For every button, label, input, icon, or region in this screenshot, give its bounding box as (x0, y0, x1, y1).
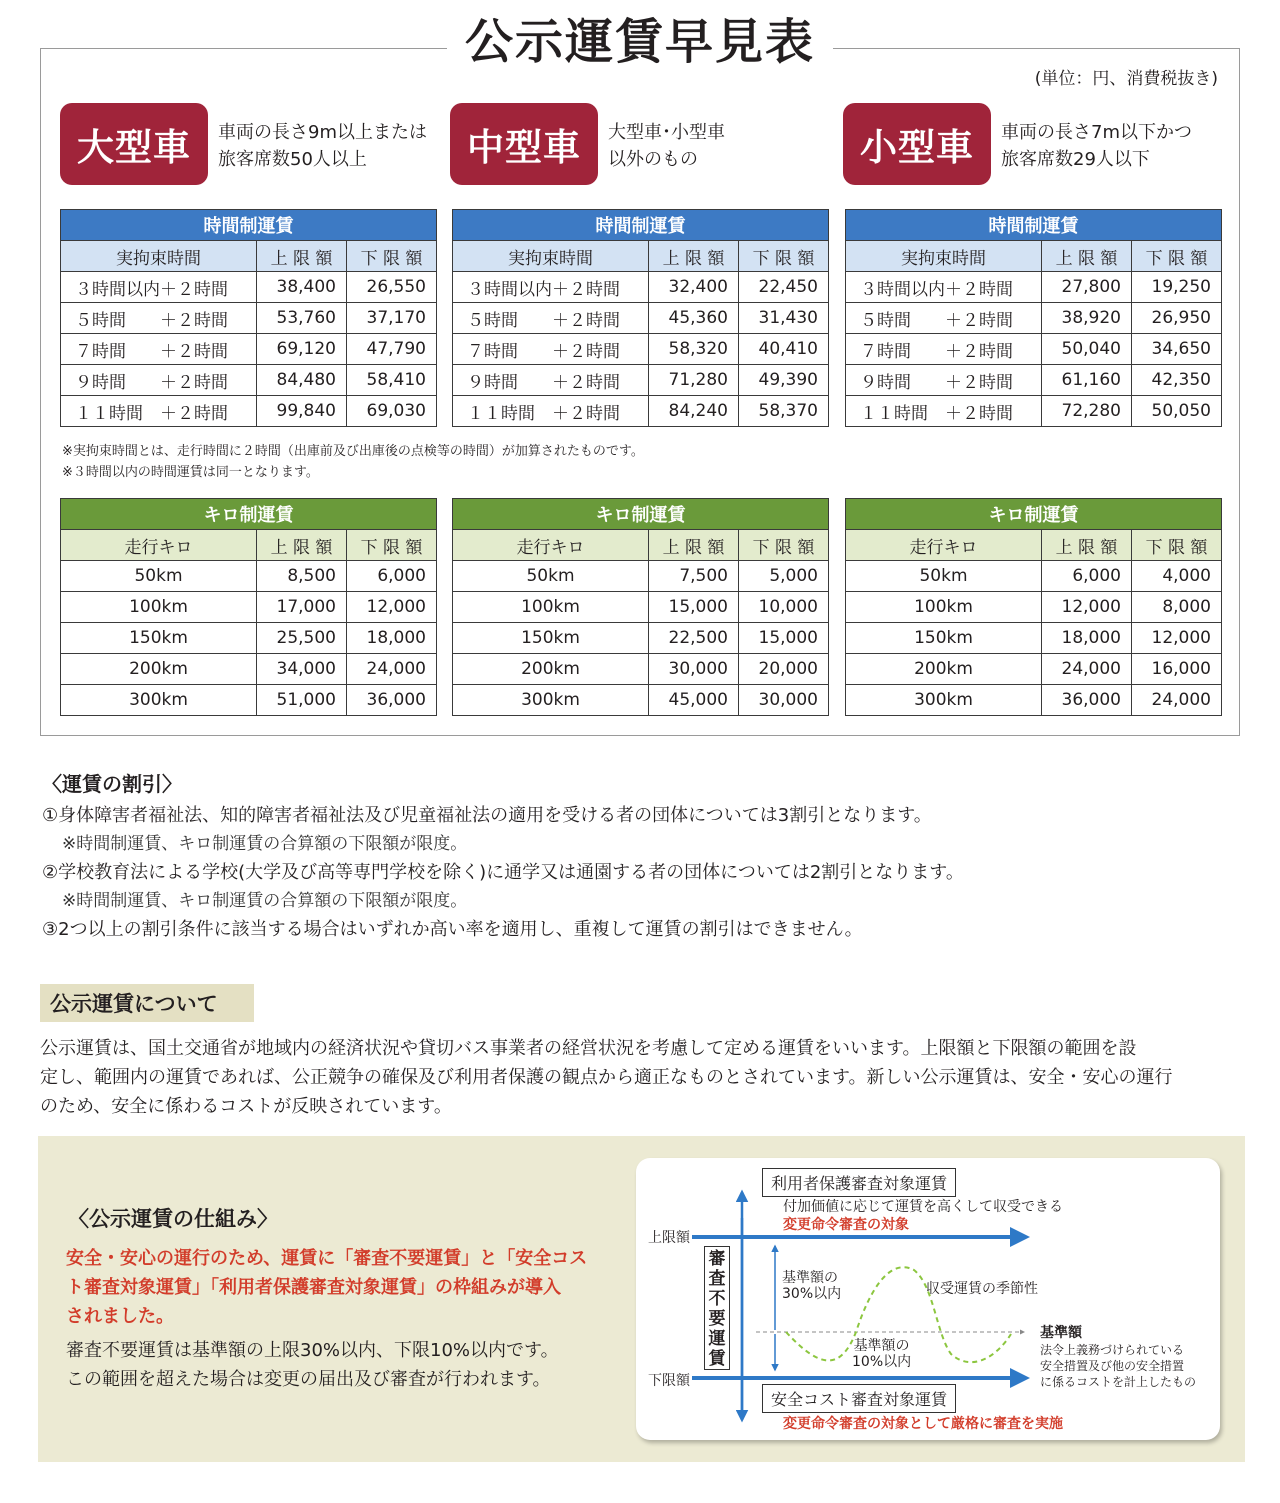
row-label: 300km (61, 685, 257, 716)
column-header: 走行キロ (61, 530, 257, 561)
lower-limit-cell: 42,350 (1132, 365, 1222, 396)
row-label: 100km (453, 592, 649, 623)
column-header: 下 限 額 (347, 530, 437, 561)
category-desc: 車両の長さ9m以上または 旅客席数50人以上 (218, 122, 427, 170)
column-header: 実拘束時間 (61, 241, 257, 272)
mechanism-highlight: 安全・安心の運行のため、運賃に「審査不要運賃」と「安全コス ト審査対象運賃」「利用者保護審査対象運賃」の枠組みが導入 されました。 (66, 1248, 588, 1327)
column-header: 走行キロ (453, 530, 649, 561)
upper-limit-cell: 72,280 (1042, 396, 1132, 427)
table-row (846, 272, 1222, 303)
upper-limit-cell: 84,240 (649, 396, 739, 427)
time-fare-table-1 (60, 209, 437, 427)
upper-limit-cell: 6,000 (1042, 561, 1132, 592)
upper-limit-cell: 22,500 (649, 623, 739, 654)
row-label: ３時間以内＋２時間 (453, 272, 649, 303)
kilo-fare-table-3 (845, 498, 1222, 716)
column-header: 上 限 額 (1042, 241, 1132, 272)
row-label: １１時間 ＋２時間 (61, 396, 257, 427)
upper-limit-cell: 38,400 (257, 272, 347, 303)
seasonality-label: 収受運賃の季節性 (926, 1281, 1038, 1297)
row-label: 100km (61, 592, 257, 623)
table-row (846, 303, 1222, 334)
row-label: ９時間 ＋２時間 (61, 365, 257, 396)
row-label: 150km (61, 623, 257, 654)
review-exempt-box: 審 査 不 要 運 賃 (704, 1246, 730, 1370)
table-row (453, 654, 829, 685)
category-small (843, 103, 1233, 185)
row-label: ９時間 ＋２時間 (846, 365, 1042, 396)
row-label: 50km (846, 561, 1042, 592)
upper-limit-cell: 32,400 (649, 272, 739, 303)
note-1: ※実拘束時間とは、走行時間に２時間（出庫前及び出庫後の点検等の時間）が加算されたものです。 (62, 444, 644, 459)
table-row (846, 592, 1222, 623)
upper-limit-cell: 84,480 (257, 365, 347, 396)
upper-limit-cell: 12,000 (1042, 592, 1132, 623)
row-label: ５時間 ＋２時間 (61, 303, 257, 334)
table-row (61, 365, 437, 396)
column-header: 下 限 額 (739, 530, 829, 561)
table-row (846, 685, 1222, 716)
row-label: ３時間以内＋２時間 (61, 272, 257, 303)
time-fare-table-2 (452, 209, 829, 427)
lower-limit-cell: 15,000 (739, 623, 829, 654)
row-label: ３時間以内＋２時間 (846, 272, 1042, 303)
column-header: 走行キロ (846, 530, 1042, 561)
safety-cost-box: 安全コスト審査対象運賃 (762, 1384, 956, 1413)
lower-limit-cell: 12,000 (347, 592, 437, 623)
lower-limit-cell: 24,000 (1132, 685, 1222, 716)
table-title: キロ制運賃 (61, 499, 437, 530)
row-label: 50km (61, 561, 257, 592)
row-label: 300km (453, 685, 649, 716)
table-row (846, 623, 1222, 654)
upper-limit-cell: 51,000 (257, 685, 347, 716)
table-row (846, 561, 1222, 592)
row-label: 150km (846, 623, 1042, 654)
lower-limit-cell: 10,000 (739, 592, 829, 623)
category-desc: 車両の長さ7m以下かつ 旅客席数29人以下 (1001, 122, 1192, 170)
category-badge: 小型車 (843, 103, 991, 185)
table-title: キロ制運賃 (846, 499, 1222, 530)
lower-limit-cell: 12,000 (1132, 623, 1222, 654)
upper-limit-cell: 15,000 (649, 592, 739, 623)
table-row (453, 334, 829, 365)
table-row (61, 685, 437, 716)
upper-limit-cell: 45,360 (649, 303, 739, 334)
mechanism-body: 審査不要運賃は基準額の上限30%以内、下限10%以内です。 この範囲を超えた場合は変更の届出及び審査が行われます。 (66, 1340, 559, 1390)
user-protection-box: 利用者保護審査対象運賃 (762, 1168, 956, 1197)
upper-limit-cell: 36,000 (1042, 685, 1132, 716)
table-row (453, 365, 829, 396)
about-heading: 公示運賃について (40, 984, 254, 1022)
lower-limit-label: 下限額 (648, 1373, 690, 1389)
table-row (453, 592, 829, 623)
table-title: 時間制運賃 (846, 210, 1222, 241)
base-title: 基準額 (1040, 1325, 1082, 1341)
kilo-fare-table-1 (60, 498, 437, 716)
row-label: ５時間 ＋２時間 (453, 303, 649, 334)
upper-limit-cell: 8,500 (257, 561, 347, 592)
lower-limit-cell: 26,950 (1132, 303, 1222, 334)
lower-limit-cell: 22,450 (739, 272, 829, 303)
table-row (846, 365, 1222, 396)
base-description: 法令上義務づけられている 安全措置及び他の安全措置 に係るコストを計上したもの (1040, 1343, 1197, 1389)
discount-title: 〈運賃の割引〉 (42, 772, 182, 796)
lower-limit-cell: 47,790 (347, 334, 437, 365)
row-label: 200km (453, 654, 649, 685)
table-row (453, 561, 829, 592)
lower-limit-cell: 31,430 (739, 303, 829, 334)
pct30-label: 基準額の 30%以内 (782, 1270, 842, 1302)
unit-note: (単位：円、消費税抜き) (1034, 69, 1218, 89)
row-label: １１時間 ＋２時間 (846, 396, 1042, 427)
upper-limit-cell: 25,500 (257, 623, 347, 654)
upper-limit-cell: 34,000 (257, 654, 347, 685)
lower-limit-cell: 8,000 (1132, 592, 1222, 623)
upper-limit-cell: 27,800 (1042, 272, 1132, 303)
column-header: 上 限 額 (257, 241, 347, 272)
table-row (61, 623, 437, 654)
lower-limit-cell: 30,000 (739, 685, 829, 716)
pct10-label: 基準額の 10%以内 (852, 1338, 912, 1370)
column-header: 下 限 額 (1132, 530, 1222, 561)
lower-limit-cell: 37,170 (347, 303, 437, 334)
lower-limit-cell: 4,000 (1132, 561, 1222, 592)
lower-limit-cell: 69,030 (347, 396, 437, 427)
lower-limit-cell: 58,370 (739, 396, 829, 427)
upper-limit-cell: 17,000 (257, 592, 347, 623)
table-row (61, 654, 437, 685)
discount-sub-2: ※時間制運賃、キロ制運賃の合算額の下限額が限度。 (62, 891, 468, 911)
row-label: 100km (846, 592, 1042, 623)
row-label: 300km (846, 685, 1042, 716)
table-row (846, 334, 1222, 365)
lower-limit-cell: 36,000 (347, 685, 437, 716)
column-header: 実拘束時間 (453, 241, 649, 272)
fare-mechanism-diagram (636, 1158, 1220, 1440)
discount-item-2: ②学校教育法による学校(大学及び高等専門学校を除く)に通学又は通園する者の団体については2割引となります。 (42, 862, 964, 883)
lower-limit-cell: 24,000 (347, 654, 437, 685)
row-label: 200km (61, 654, 257, 685)
upper-limit-label: 上限額 (648, 1230, 690, 1246)
upper-limit-cell: 61,160 (1042, 365, 1132, 396)
column-header: 下 限 額 (739, 241, 829, 272)
category-large (60, 103, 450, 185)
upper-limit-cell: 71,280 (649, 365, 739, 396)
upper-limit-cell: 24,000 (1042, 654, 1132, 685)
page-title-wrap (0, 12, 1280, 72)
column-header: 上 限 額 (1042, 530, 1132, 561)
lower-limit-cell: 26,550 (347, 272, 437, 303)
table-row (61, 272, 437, 303)
table-row (61, 303, 437, 334)
row-label: ７時間 ＋２時間 (846, 334, 1042, 365)
table-row (453, 623, 829, 654)
lower-limit-cell: 34,650 (1132, 334, 1222, 365)
top-description: 付加価値に応じて運賃を高くして収受できる (783, 1199, 1063, 1215)
category-badge: 大型車 (60, 103, 208, 185)
column-header: 下 限 額 (347, 241, 437, 272)
mechanism-title: 〈公示運賃の仕組み〉 (68, 1207, 278, 1231)
lower-limit-cell: 20,000 (739, 654, 829, 685)
note-2: ※３時間以内の時間運賃は同一となります。 (62, 465, 319, 480)
category-desc: 大型車･小型車 以外のもの (608, 122, 725, 170)
table-row (61, 334, 437, 365)
discount-sub-1: ※時間制運賃、キロ制運賃の合算額の下限額が限度。 (62, 834, 468, 854)
discount-item-3: ③2つ以上の割引条件に該当する場合はいずれか高い率を適用し、重複して運賃の割引はできません。 (42, 919, 863, 940)
about-body: 公示運賃は、国土交通省が地域内の経済状況や貸切バス事業者の経営状況を考慮して定める運賃をいいます。上限額と下限額の範囲を設 定し、範囲内の運賃であれば、公正競争の確保及び利用者保護の観点から適正なものとされています。新しい公示運賃は、安全・安心の運行 のため、安全に係わるコストが反映されています。 (40, 1038, 1173, 1117)
upper-limit-cell: 30,000 (649, 654, 739, 685)
upper-limit-cell: 7,500 (649, 561, 739, 592)
column-header: 下 限 額 (1132, 241, 1222, 272)
upper-limit-cell: 18,000 (1042, 623, 1132, 654)
lower-limit-cell: 16,000 (1132, 654, 1222, 685)
page-title: 公示運賃早見表 (447, 14, 833, 70)
column-header: 上 限 額 (257, 530, 347, 561)
row-label: 50km (453, 561, 649, 592)
lower-limit-cell: 18,000 (347, 623, 437, 654)
upper-limit-cell: 53,760 (257, 303, 347, 334)
lower-limit-cell: 40,410 (739, 334, 829, 365)
lower-limit-cell: 50,050 (1132, 396, 1222, 427)
upper-limit-cell: 50,040 (1042, 334, 1132, 365)
table-row (453, 303, 829, 334)
top-red-note: 変更命令審査の対象 (783, 1217, 909, 1233)
table-row (453, 272, 829, 303)
table-row (61, 592, 437, 623)
table-row (846, 396, 1222, 427)
kilo-fare-table-2 (452, 498, 829, 716)
column-header: 上 限 額 (649, 530, 739, 561)
upper-limit-cell: 99,840 (257, 396, 347, 427)
table-row (61, 396, 437, 427)
table-row (846, 654, 1222, 685)
table-row (453, 396, 829, 427)
row-label: ９時間 ＋２時間 (453, 365, 649, 396)
lower-limit-cell: 5,000 (739, 561, 829, 592)
upper-limit-cell: 45,000 (649, 685, 739, 716)
time-fare-table-3 (845, 209, 1222, 427)
column-header: 実拘束時間 (846, 241, 1042, 272)
upper-limit-cell: 69,120 (257, 334, 347, 365)
category-medium (450, 103, 840, 185)
bottom-red-note: 変更命令審査の対象として厳格に審査を実施 (783, 1416, 1063, 1432)
discount-item-1: ①身体障害者福祉法、知的障害者福祉法及び児童福祉法の適用を受ける者の団体については3割引となります。 (42, 805, 932, 826)
lower-limit-cell: 19,250 (1132, 272, 1222, 303)
row-label: 200km (846, 654, 1042, 685)
table-row (453, 685, 829, 716)
upper-limit-cell: 58,320 (649, 334, 739, 365)
row-label: ７時間 ＋２時間 (61, 334, 257, 365)
row-label: ７時間 ＋２時間 (453, 334, 649, 365)
row-label: ５時間 ＋２時間 (846, 303, 1042, 334)
lower-limit-cell: 49,390 (739, 365, 829, 396)
table-title: 時間制運賃 (453, 210, 829, 241)
lower-limit-cell: 58,410 (347, 365, 437, 396)
column-header: 上 限 額 (649, 241, 739, 272)
lower-limit-cell: 6,000 (347, 561, 437, 592)
row-label: １１時間 ＋２時間 (453, 396, 649, 427)
table-title: 時間制運賃 (61, 210, 437, 241)
upper-limit-cell: 38,920 (1042, 303, 1132, 334)
table-title: キロ制運賃 (453, 499, 829, 530)
row-label: 150km (453, 623, 649, 654)
table-row (61, 561, 437, 592)
category-badge: 中型車 (450, 103, 598, 185)
